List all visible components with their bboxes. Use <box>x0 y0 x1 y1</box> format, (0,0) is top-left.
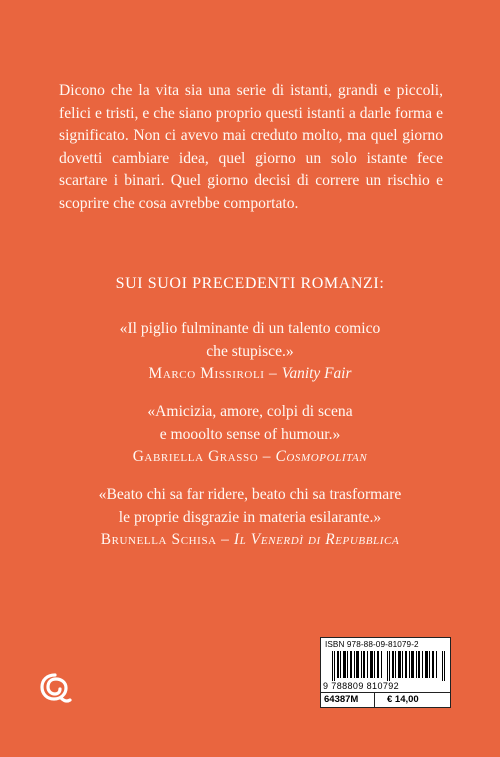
quote-line: «Amicizia, amore, colpi di scena <box>147 403 353 420</box>
product-code: 64387M <box>324 694 359 705</box>
quote-line: «Beato chi sa far ridere, beato chi sa trasformare <box>98 486 402 503</box>
reviews-heading: SUI SUOI PRECEDENTI ROMANZI: <box>115 275 385 292</box>
quote-author: Marco Missiroli <box>148 365 265 383</box>
quote-publication: Cosmopolitan <box>275 448 368 466</box>
barcode-footer <box>321 692 450 707</box>
quote-publication: Il Venerdì di Repubblica <box>233 531 400 549</box>
blurb-text: Dicono che la vita sia una serie di istanti, grandi e piccoli, felici e tristi, e che siano proprio questi istanti a darle forma e significato. Non ci avevo mai creduto molto, ma quel giorno dovetti cambiare idea, quel giorno un solo istante fece scartare i binari. Quel giorno decisi di correre un rischio e scoprire che cosa avrebbe comportato. <box>59 82 443 212</box>
quote-attribution <box>0 448 500 466</box>
quote-text <box>0 318 500 363</box>
quote-attribution <box>0 365 500 383</box>
quote-text <box>0 484 500 529</box>
separator: – <box>264 365 282 383</box>
quote-author: Brunella Schisa <box>100 531 217 549</box>
quote-line: che stupisce.» <box>206 342 294 360</box>
isbn-text: ISBN 978-88-09-81079-2 <box>325 640 419 649</box>
price-label: € 14,00 <box>387 694 419 705</box>
quote-line: e mooolto sense of humour.» <box>159 425 341 443</box>
review-quote <box>0 318 500 383</box>
barcode-panel <box>320 637 451 708</box>
quote-line: le proprie disgrazie in materia esilarante.» <box>118 508 382 526</box>
review-quote <box>0 484 500 549</box>
quote-text <box>0 401 500 446</box>
barcode-icon <box>332 651 448 681</box>
quote-author: Gabriella Grasso <box>132 448 259 466</box>
publisher-logo-icon <box>37 669 73 705</box>
barcode-digits: 9 788809 810792 <box>323 681 400 691</box>
separator: – <box>216 531 234 549</box>
review-quote <box>0 401 500 466</box>
quote-attribution <box>0 531 500 549</box>
divider <box>374 693 375 707</box>
quote-line: «Il piglio fulminante di un talento comico <box>119 320 381 337</box>
separator: – <box>258 448 276 466</box>
quote-publication: Vanity Fair <box>281 365 352 383</box>
